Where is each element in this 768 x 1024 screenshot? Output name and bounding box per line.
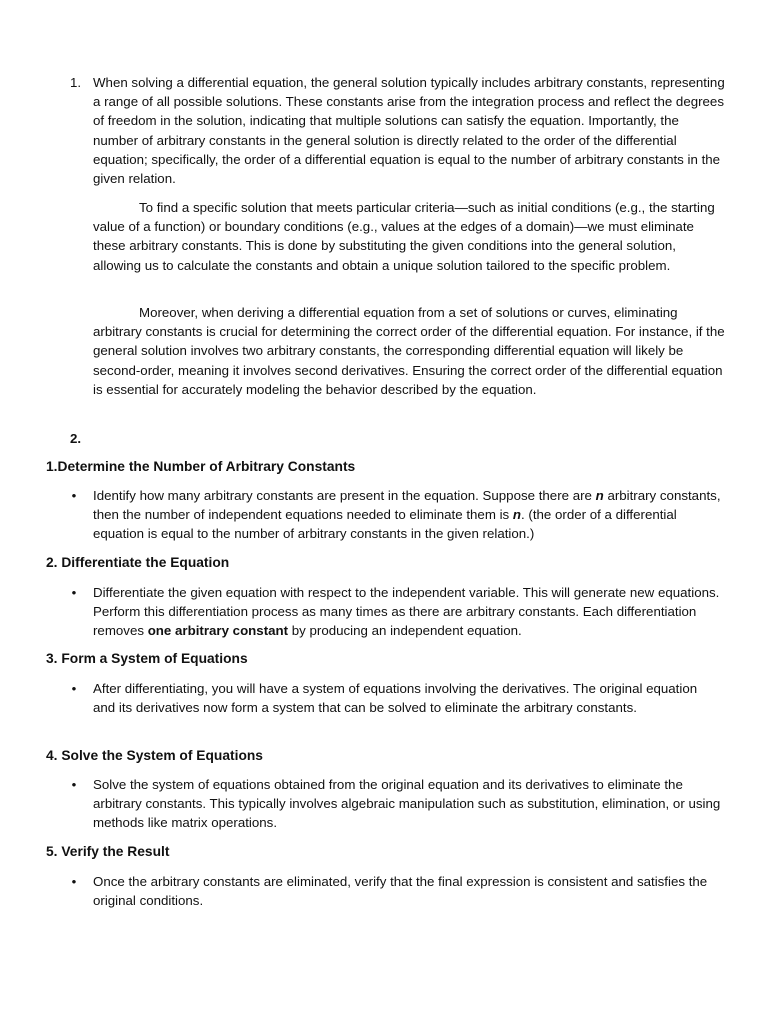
step-heading-3: 3. Form a System of Equations <box>46 651 248 666</box>
step-heading-1: 1.Determine the Number of Arbitrary Constants <box>46 459 356 474</box>
bullet-icon: • <box>71 488 77 503</box>
item1-body-3 <box>93 303 725 399</box>
step-bullet-text: Once the arbitrary constants are eliminated, verify that the final expression is consistent and satisfies the original conditions. <box>93 874 708 909</box>
step-heading-5: 5. Verify the Result <box>46 844 170 859</box>
item1-paragraph-2: To find a specific solution that meets particular criteria—such as initial conditions (e.g., the starting value of a function) or boundary conditions (e.g., values at the edges of a domain)—we must eliminate these arbitrary constants. This is done by substituting the given conditions into the general solution, allowing us to calculate the constants and obtain a unique solution tailored to the specific problem. <box>93 200 715 273</box>
step-bullet-text: Identify how many arbitrary constants are present in the equation. Suppose there are n arbitrary constants, then the number of independent equations needed to eliminate them is n. (the order of a differential equation is equal to the number of arbitrary constants in the given relation.) <box>93 488 721 542</box>
item1-paragraph-1: When solving a differential equation, the general solution typically includes arbitrary constants, representing a range of all possible solutions. These constants arise from the integration process and reflect the degrees of freedom in the solution, indicating that multiple solutions can satisfy the equation. Importantly, the number of arbitrary constants in the general solution is directly related to the order of the differential equation; specifically, the order of a differential equation is equal to the number of arbitrary constants in the given relation. <box>93 75 725 187</box>
item1-body <box>93 73 725 188</box>
step-bullet-text: After differentiating, you will have a system of equations involving the derivatives. The original equation and its derivatives now form a system that can be solved to eliminate the arbitrary constants. <box>93 681 698 716</box>
bullet-icon: • <box>71 777 77 792</box>
list-number: 2. <box>70 431 82 446</box>
bullet-icon: • <box>71 874 77 889</box>
list-number: 1. <box>70 75 82 90</box>
bullet-icon: • <box>71 585 77 600</box>
step-heading-2: 2. Differentiate the Equation <box>46 555 230 570</box>
item1-body-2 <box>93 198 725 275</box>
step-heading-4: 4. Solve the System of Equations <box>46 748 263 763</box>
bullet-icon: • <box>71 681 77 696</box>
step-bullet-text: Differentiate the given equation with respect to the independent variable. This will generate new equations. Perform this differentiation process as many times as there are arbitrary constants. Each differentiation removes one arbitrary constant by producing an independent equation. <box>93 585 720 639</box>
item1-paragraph-3: Moreover, when deriving a differential equation from a set of solutions or curves, eliminating arbitrary constants is crucial for determining the correct order of the differential equation. For instance, if the general solution involves two arbitrary constants, the corresponding differential equation will likely be second-order, meaning it involves second derivatives. Ensuring the correct order of the differential equation is essential for accurately modeling the behavior described by the equation. <box>93 305 725 397</box>
step-bullet-text: Solve the system of equations obtained from the original equation and its derivatives to eliminate the arbitrary constants. This typically involves algebraic manipulation such as substitution, elimination, or using methods like matrix operations. <box>93 777 721 831</box>
